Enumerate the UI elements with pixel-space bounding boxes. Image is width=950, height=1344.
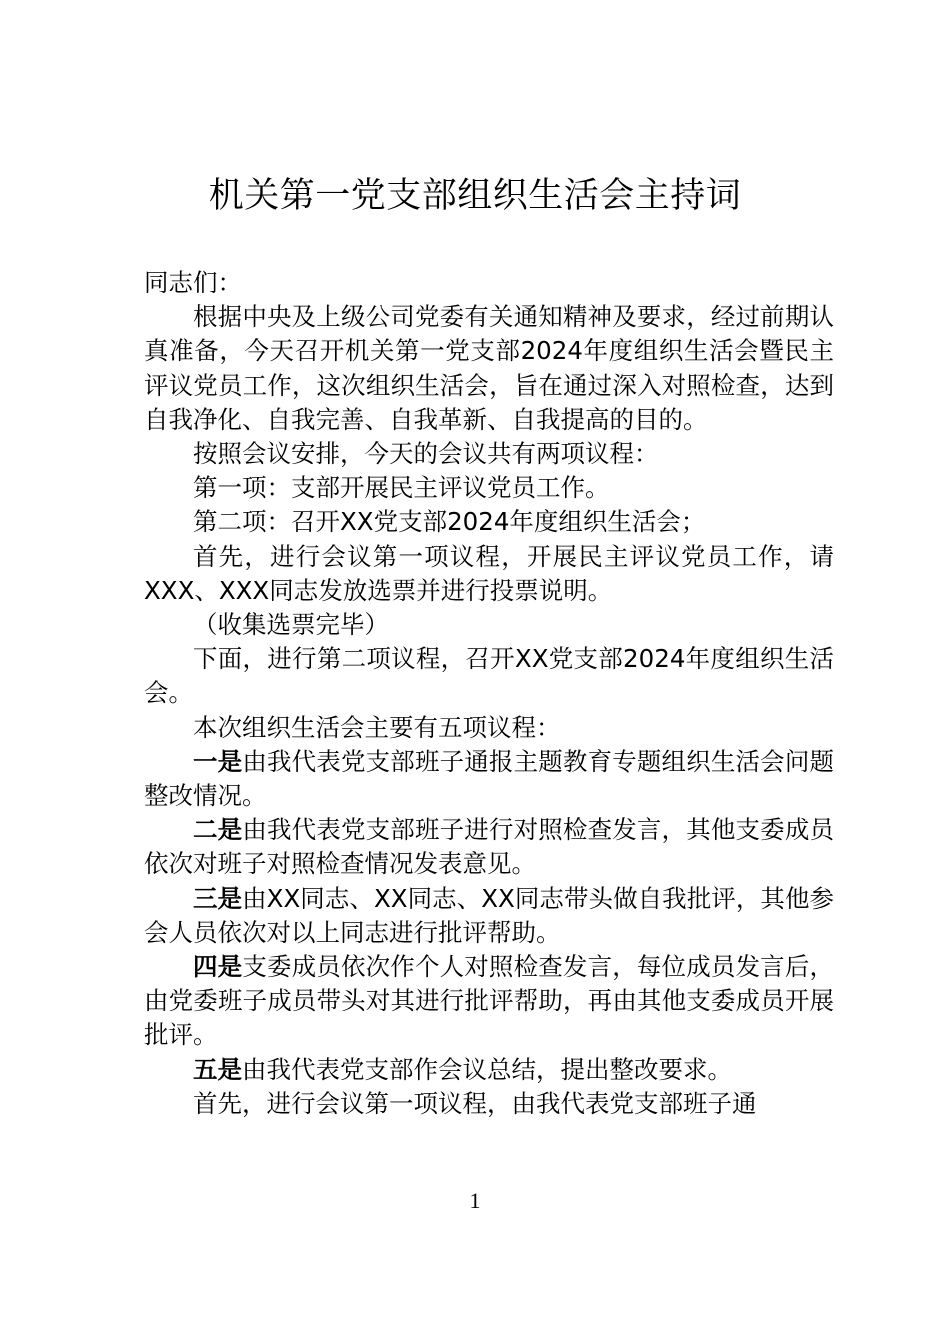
paragraph: 本次组织生活会主要有五项议程：	[193, 712, 561, 742]
agenda-lead: 二是	[193, 815, 243, 845]
page-number: 1	[469, 1188, 481, 1213]
paragraph: 第一项：支部开展民主评议党员工作。	[193, 473, 610, 503]
agenda-text: 由XX同志、XX同志、XX同志带头做自我批评，其他参会人员依次对以上同志进行批评帮助。	[144, 883, 834, 947]
closing-paragraph: 首先，进行会议第一项议程，由我代表党支部班子通	[193, 1088, 757, 1118]
document-body	[144, 266, 834, 1121]
agenda-lead: 一是	[193, 746, 243, 776]
paragraph: 根据中央及上级公司党委有关通知精神及要求，经过前期认真准备，今天召开机关第一党支部2024年度组织生活会暨民主评议党员工作，这次组织生活会，旨在通过深入对照检查，达到自我净化、自我完善、自我革新、自我提高的目的。	[144, 302, 834, 434]
agenda-lead: 三是	[193, 883, 243, 913]
greeting: 同志们：	[144, 268, 242, 297]
paragraph: 第二项：召开XX党支部2024年度组织生活会；	[193, 507, 706, 537]
agenda-item-5	[144, 1053, 834, 1087]
agenda-item-2	[144, 813, 834, 881]
document-title: 机关第一党支部组织生活会主持词	[208, 176, 742, 216]
agenda-text: 支委成员依次作个人对照检查发言，每位成员发言后，由党委班子成员带头对其进行批评帮助，再由其他支委成员开展批评。	[144, 952, 835, 1050]
agenda-lead: 五是	[193, 1054, 242, 1084]
agenda-text: 由我代表党支部班子通报主题教育专题组织生活会问题整改情况。	[144, 746, 835, 811]
paragraph: 按照会议安排，今天的会议共有两项议程：	[193, 439, 659, 469]
agenda-item-1	[144, 745, 834, 813]
agenda-text: 由我代表党支部班子进行对照检查发言，其他支委成员依次对班子对照检查情况发表意见。	[144, 815, 835, 879]
agenda-text: 由我代表党支部作会议总结，提出整改要求。	[242, 1054, 732, 1084]
paragraph: （收集选票完毕）	[193, 610, 389, 640]
paragraph: 下面，进行第二项议程，召开XX党支部2024年度组织生活会。	[144, 644, 834, 708]
paragraph: 首先，进行会议第一项议程，开展民主评议党员工作，请XXX、XXX同志发放选票并进行投票说明。	[144, 541, 834, 605]
agenda-item-3	[144, 882, 834, 950]
agenda-item-4	[144, 950, 834, 1053]
agenda-lead: 四是	[193, 952, 243, 982]
